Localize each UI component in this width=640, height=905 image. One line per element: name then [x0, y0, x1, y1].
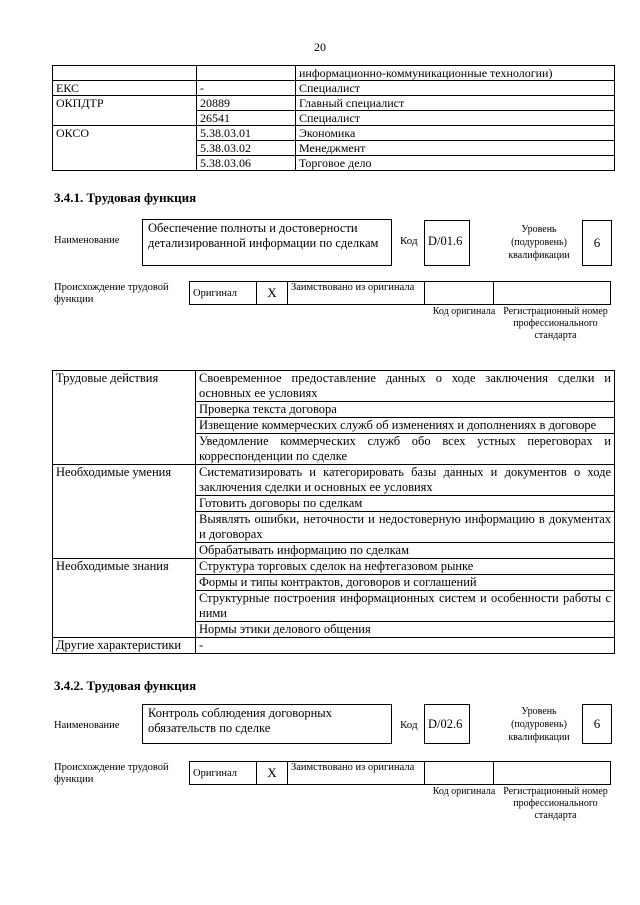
table-row — [53, 559, 615, 575]
reg-number-label: Регистрационный номер профессионального стандарта — [503, 306, 608, 341]
table-cell — [197, 66, 296, 81]
original-label: Оригинал — [190, 282, 257, 305]
table-cell: Менеджмент — [296, 141, 615, 156]
code-original-label: Код оригинала — [432, 786, 496, 797]
table-cell: Уведомление коммерческих служб обо всех устных переговорах и корреспонденции по сделке — [196, 434, 615, 465]
table-row — [53, 638, 615, 654]
table-cell: 5.38.03.06 — [197, 156, 296, 171]
group-label: Необходимые умения — [53, 465, 196, 559]
activities-table — [52, 370, 615, 654]
code-label: Код — [400, 235, 418, 247]
table-row — [53, 465, 615, 496]
page-number: 20 — [314, 40, 326, 54]
table-cell: Структурные построения информационных систем и особенности работы с ними — [196, 591, 615, 622]
level-label: Уровень (подуровень) квалификации — [508, 224, 570, 261]
origin-label: Происхождение трудовой функции — [54, 762, 169, 785]
table-cell: Экономика — [296, 126, 615, 141]
table-row — [190, 762, 611, 785]
table-cell — [53, 66, 197, 81]
table-cell: Своевременное предоставление данных о ходе заключения сделки и основных ее условиях — [196, 371, 615, 402]
table-cell: Главный специалист — [296, 96, 615, 111]
table-cell: Систематизировать и категорировать базы данных и документов о ходе заключения сделки и основных ее условиях — [196, 465, 615, 496]
borrowed-label: Заимствовано из оригинала — [288, 282, 425, 305]
table-row — [53, 66, 615, 81]
table-cell: Извещение коммерческих служб об изменениях и дополнениях в договоре — [196, 418, 615, 434]
name-label: Наименование — [54, 235, 120, 246]
table-cell: Обрабатывать информацию по сделкам — [196, 543, 615, 559]
group-label: Другие характеристики — [53, 638, 196, 654]
table-row — [53, 371, 615, 402]
table-cell — [494, 282, 611, 305]
table-cell: информационно-коммуникационные технологии) — [296, 66, 615, 81]
table-cell: Специалист — [296, 111, 615, 126]
original-mark: X — [257, 762, 288, 785]
reg-number-label: Регистрационный номер профессионального стандарта — [503, 786, 608, 821]
table-cell: ЕКС — [53, 81, 197, 96]
table-cell: 5.38.03.01 — [197, 126, 296, 141]
borrowed-label: Заимствовано из оригинала — [288, 762, 425, 785]
origin-table — [189, 281, 611, 305]
level-value: 6 — [582, 220, 612, 266]
section-title: 3.4.2. Трудовая функция — [54, 678, 197, 693]
table-cell: 20889 — [197, 96, 296, 111]
function-code: D/01.6 — [424, 220, 470, 266]
table-cell: Готовить договоры по сделкам — [196, 496, 615, 512]
function-name: Обеспечение полноты и достоверности детализированной информации по сделкам — [142, 219, 392, 266]
classification-table — [52, 65, 615, 171]
table-cell: - — [196, 638, 615, 654]
table-cell: ОКСО — [53, 126, 197, 171]
table-row — [190, 282, 611, 305]
section-title: 3.4.1. Трудовая функция — [54, 190, 197, 205]
table-cell — [425, 762, 494, 785]
table-cell: 26541 — [197, 111, 296, 126]
table-cell: Специалист — [296, 81, 615, 96]
function-name: Контроль соблюдения договорных обязательств по сделке — [142, 704, 392, 744]
table-cell: Нормы этики делового общения — [196, 622, 615, 638]
origin-table — [189, 761, 611, 785]
original-mark: X — [257, 282, 288, 305]
table-cell: ОКПДТР — [53, 96, 197, 126]
original-label: Оригинал — [190, 762, 257, 785]
table-cell: Формы и типы контрактов, договоров и соглашений — [196, 575, 615, 591]
code-original-label: Код оригинала — [432, 306, 496, 317]
group-label: Необходимые знания — [53, 559, 196, 638]
level-label: Уровень (подуровень) квалификации — [508, 706, 570, 743]
table-cell — [494, 762, 611, 785]
table-cell: Структура торговых сделок на нефтегазовом рынке — [196, 559, 615, 575]
table-cell: Проверка текста договора — [196, 402, 615, 418]
function-code: D/02.6 — [424, 704, 470, 744]
code-label: Код — [400, 719, 418, 731]
table-row — [53, 81, 615, 96]
name-label: Наименование — [54, 720, 120, 731]
table-cell: - — [197, 81, 296, 96]
table-cell: Выявлять ошибки, неточности и недостоверную информацию в документах и договорах — [196, 512, 615, 543]
level-value: 6 — [582, 704, 612, 744]
table-cell: Торговое дело — [296, 156, 615, 171]
table-cell — [425, 282, 494, 305]
table-row — [53, 96, 615, 111]
group-label: Трудовые действия — [53, 371, 196, 465]
origin-label: Происхождение трудовой функции — [54, 282, 169, 305]
table-row — [53, 126, 615, 141]
table-cell: 5.38.03.02 — [197, 141, 296, 156]
